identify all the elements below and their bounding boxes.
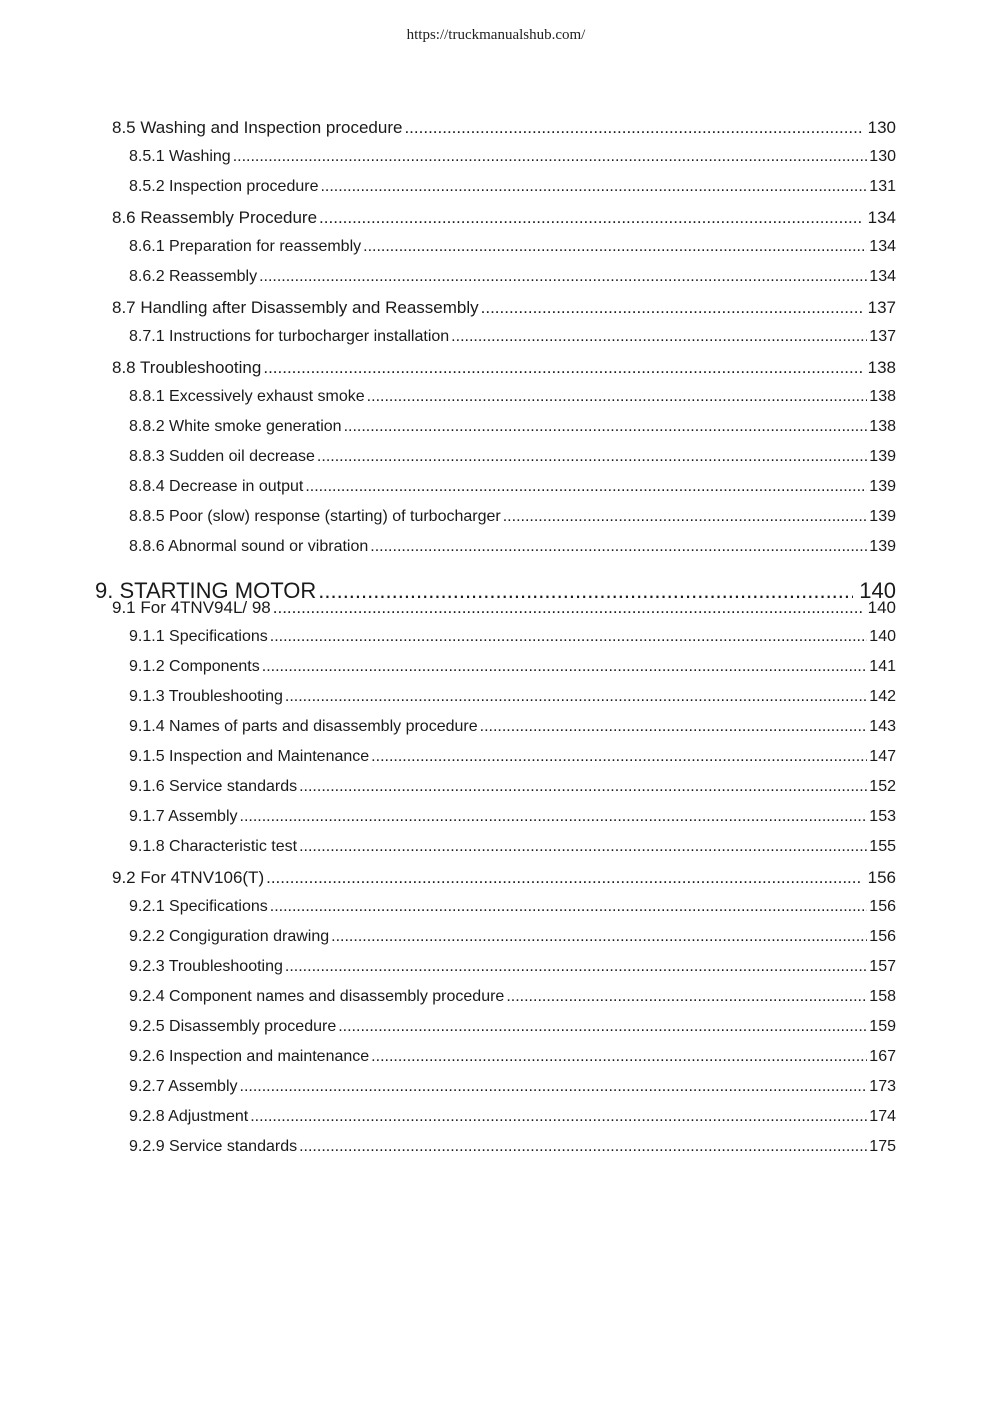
toc-entry[interactable] (112, 868, 896, 888)
toc-leader-dots (285, 958, 867, 976)
toc-leader-dots (299, 778, 867, 796)
toc-entry-page: 141 (869, 658, 896, 675)
toc-entry[interactable] (129, 178, 896, 196)
toc-entry[interactable] (129, 838, 896, 856)
toc-entry-page: 131 (869, 178, 896, 195)
toc-leader-dots (299, 838, 867, 856)
toc-entry-page: 173 (869, 1078, 896, 1095)
toc-entry[interactable] (129, 778, 896, 796)
toc-leader-dots (266, 868, 862, 888)
toc-leader-dots (338, 1018, 867, 1036)
toc-entry-title: 8.5.1 Washing (129, 148, 231, 165)
toc-leader-dots (285, 688, 867, 706)
toc-entry[interactable] (129, 268, 896, 286)
toc-entry[interactable] (129, 718, 896, 736)
toc-leader-dots (344, 418, 868, 436)
toc-entry[interactable] (129, 478, 896, 496)
toc-entry-page: 153 (869, 808, 896, 825)
toc-leader-dots (317, 448, 867, 466)
toc-entry-page: 138 (869, 388, 896, 405)
toc-entry[interactable] (129, 388, 896, 406)
toc-leader-dots (451, 328, 867, 346)
toc-leader-dots (263, 358, 861, 378)
toc-entry[interactable] (129, 958, 896, 976)
toc-leader-dots (250, 1108, 867, 1126)
toc-entry-page: 156 (867, 868, 896, 887)
toc-entry[interactable] (129, 538, 896, 556)
toc-entry-page: 157 (869, 958, 896, 975)
toc-entry-page: 134 (869, 238, 896, 255)
toc-entry-title: 9.2.7 Assembly (129, 1078, 238, 1095)
toc-leader-dots (259, 268, 867, 286)
toc-entry[interactable] (129, 448, 896, 466)
toc-entry[interactable] (112, 118, 896, 138)
toc-entry-page: 130 (867, 118, 896, 137)
toc-entry-page: 140 (859, 578, 896, 603)
toc-entry-title: 9.1 For 4TNV94L/ 98 (112, 598, 271, 617)
toc-entry-page: 139 (869, 478, 896, 495)
toc-entry-title: 9.2.2 Congiguration drawing (129, 928, 330, 945)
toc-entry[interactable] (129, 1048, 896, 1066)
toc-entry-page: 142 (869, 688, 896, 705)
toc-entry-title: 9.2.3 Troubleshooting (129, 958, 283, 975)
toc-entry-page: 138 (869, 418, 896, 435)
toc-leader-dots (506, 988, 867, 1006)
toc-leader-dots (305, 478, 867, 496)
toc-entry-title: 8.8.3 Sudden oil decrease (129, 448, 315, 465)
toc-entry-title: 9.2.6 Inspection and maintenance (129, 1048, 370, 1065)
toc-leader-dots (262, 658, 868, 676)
toc-entry-page: 139 (869, 448, 896, 465)
header-url: https://truckmanualshub.com/ (406, 27, 586, 43)
toc-entry-page: 158 (869, 988, 896, 1005)
toc-entry-page: 140 (869, 628, 896, 645)
toc-entry-page: 159 (869, 1018, 896, 1035)
toc-entry-page: 147 (869, 748, 896, 765)
toc-entry-title: 9. STARTING MOTOR (95, 578, 317, 603)
toc-entry-title: 8.6.1 Preparation for reassembly (129, 238, 362, 255)
toc-entry[interactable] (129, 1078, 896, 1096)
toc-entry[interactable] (129, 508, 896, 526)
toc-entry[interactable] (129, 808, 896, 826)
toc-entry-page: 139 (869, 508, 896, 525)
toc-entry-title: 8.8.1 Excessively exhaust smoke (129, 388, 365, 405)
toc-entry[interactable] (112, 598, 896, 618)
toc-leader-dots (370, 538, 867, 556)
toc-entry-title: 9.2.4 Component names and disassembly procedure (129, 988, 505, 1005)
toc-entry-title: 9.2.5 Disassembly procedure (129, 1018, 337, 1035)
toc-entry-title: 8.6.2 Reassembly (129, 268, 258, 285)
toc-leader-dots (240, 1078, 868, 1096)
toc-entry-title: 9.1.5 Inspection and Maintenance (129, 748, 370, 765)
toc-entry-title: 8.5 Washing and Inspection procedure (112, 118, 403, 137)
toc-entry[interactable] (129, 658, 896, 676)
toc-entry-title: 9.2.8 Adjustment (129, 1108, 249, 1125)
toc-leader-dots (404, 118, 861, 138)
toc-entry-title: 9.1.6 Service standards (129, 778, 298, 795)
toc-entry[interactable] (129, 928, 896, 946)
toc-entry-page: 137 (867, 298, 896, 317)
toc-entry-page: 156 (869, 898, 896, 915)
toc-entry[interactable] (129, 328, 896, 346)
toc-entry[interactable] (129, 898, 896, 916)
toc-leader-dots (481, 298, 862, 318)
toc-entry[interactable] (129, 148, 896, 166)
toc-entry-title: 9.2 For 4TNV106(T) (112, 868, 265, 887)
toc-leader-dots (320, 178, 867, 196)
toc-entry[interactable] (129, 1018, 896, 1036)
toc-leader-dots (367, 388, 868, 406)
toc-entry[interactable] (112, 358, 896, 378)
toc-entry-page: 143 (869, 718, 896, 735)
toc-entry-title: 8.8.2 White smoke generation (129, 418, 342, 435)
toc-entry[interactable] (129, 238, 896, 256)
toc-leader-dots (319, 208, 862, 228)
toc-entry[interactable] (129, 628, 896, 646)
toc-leader-dots (363, 238, 867, 256)
toc-entry[interactable] (112, 208, 896, 228)
toc-leader-dots (371, 1048, 867, 1066)
toc-leader-dots (503, 508, 868, 526)
toc-entry-page: 156 (869, 928, 896, 945)
toc-entry-title: 9.2.1 Specifications (129, 898, 268, 915)
toc-entry-page: 167 (869, 1048, 896, 1065)
toc-leader-dots (273, 598, 862, 618)
toc-entry-title: 8.7.1 Instructions for turbocharger installation (129, 328, 450, 345)
toc-entry-title: 9.1.2 Components (129, 658, 260, 675)
toc-entry[interactable] (112, 298, 896, 318)
toc-entry[interactable] (129, 1138, 896, 1156)
toc-entry-page: 138 (867, 358, 896, 377)
toc-entry-title: 8.8 Troubleshooting (112, 358, 262, 377)
toc-leader-dots (240, 808, 868, 826)
toc-entry[interactable] (129, 688, 896, 706)
toc-entry-title: 8.7 Handling after Disassembly and Reassembly (112, 298, 479, 317)
toc-entry-page: 134 (869, 268, 896, 285)
toc-leader-dots (331, 928, 867, 946)
toc-entry-title: 9.1.8 Characteristic test (129, 838, 298, 855)
toc-entry-title: 8.8.6 Abnormal sound or vibration (129, 538, 369, 555)
toc-leader-dots (233, 148, 868, 166)
toc-entry-title: 9.1.4 Names of parts and disassembly procedure (129, 718, 478, 735)
toc-leader-dots (270, 628, 868, 646)
toc-entry-page: 174 (869, 1108, 896, 1125)
toc-entry[interactable] (129, 748, 896, 766)
toc-leader-dots (480, 718, 868, 736)
toc-entry-title: 8.8.5 Poor (slow) response (starting) of turbocharger (129, 508, 501, 525)
toc-entry-title: 9.1.1 Specifications (129, 628, 268, 645)
toc-entry-title: 9.1.7 Assembly (129, 808, 238, 825)
toc-entry-page: 152 (869, 778, 896, 795)
toc-leader-dots (371, 748, 867, 766)
toc-entry[interactable] (129, 1108, 896, 1126)
toc-entry-page: 175 (869, 1138, 896, 1155)
toc-entry-page: 139 (869, 538, 896, 555)
toc-entry[interactable] (129, 988, 896, 1006)
toc-entry[interactable] (129, 418, 896, 436)
toc-entry-page: 134 (867, 208, 896, 227)
toc-entry-title: 8.8.4 Decrease in output (129, 478, 304, 495)
toc-entry-title: 8.6 Reassembly Procedure (112, 208, 318, 227)
toc-entry-page: 140 (867, 598, 896, 617)
toc-entry-title: 9.1.3 Troubleshooting (129, 688, 283, 705)
toc-entry-title: 9.2.9 Service standards (129, 1138, 298, 1155)
toc-leader-dots (299, 1138, 867, 1156)
toc-entry-page: 130 (869, 148, 896, 165)
toc-leader-dots (270, 898, 868, 916)
toc-entry-page: 137 (869, 328, 896, 345)
toc-entry-title: 8.5.2 Inspection procedure (129, 178, 319, 195)
toc-entry-page: 155 (869, 838, 896, 855)
